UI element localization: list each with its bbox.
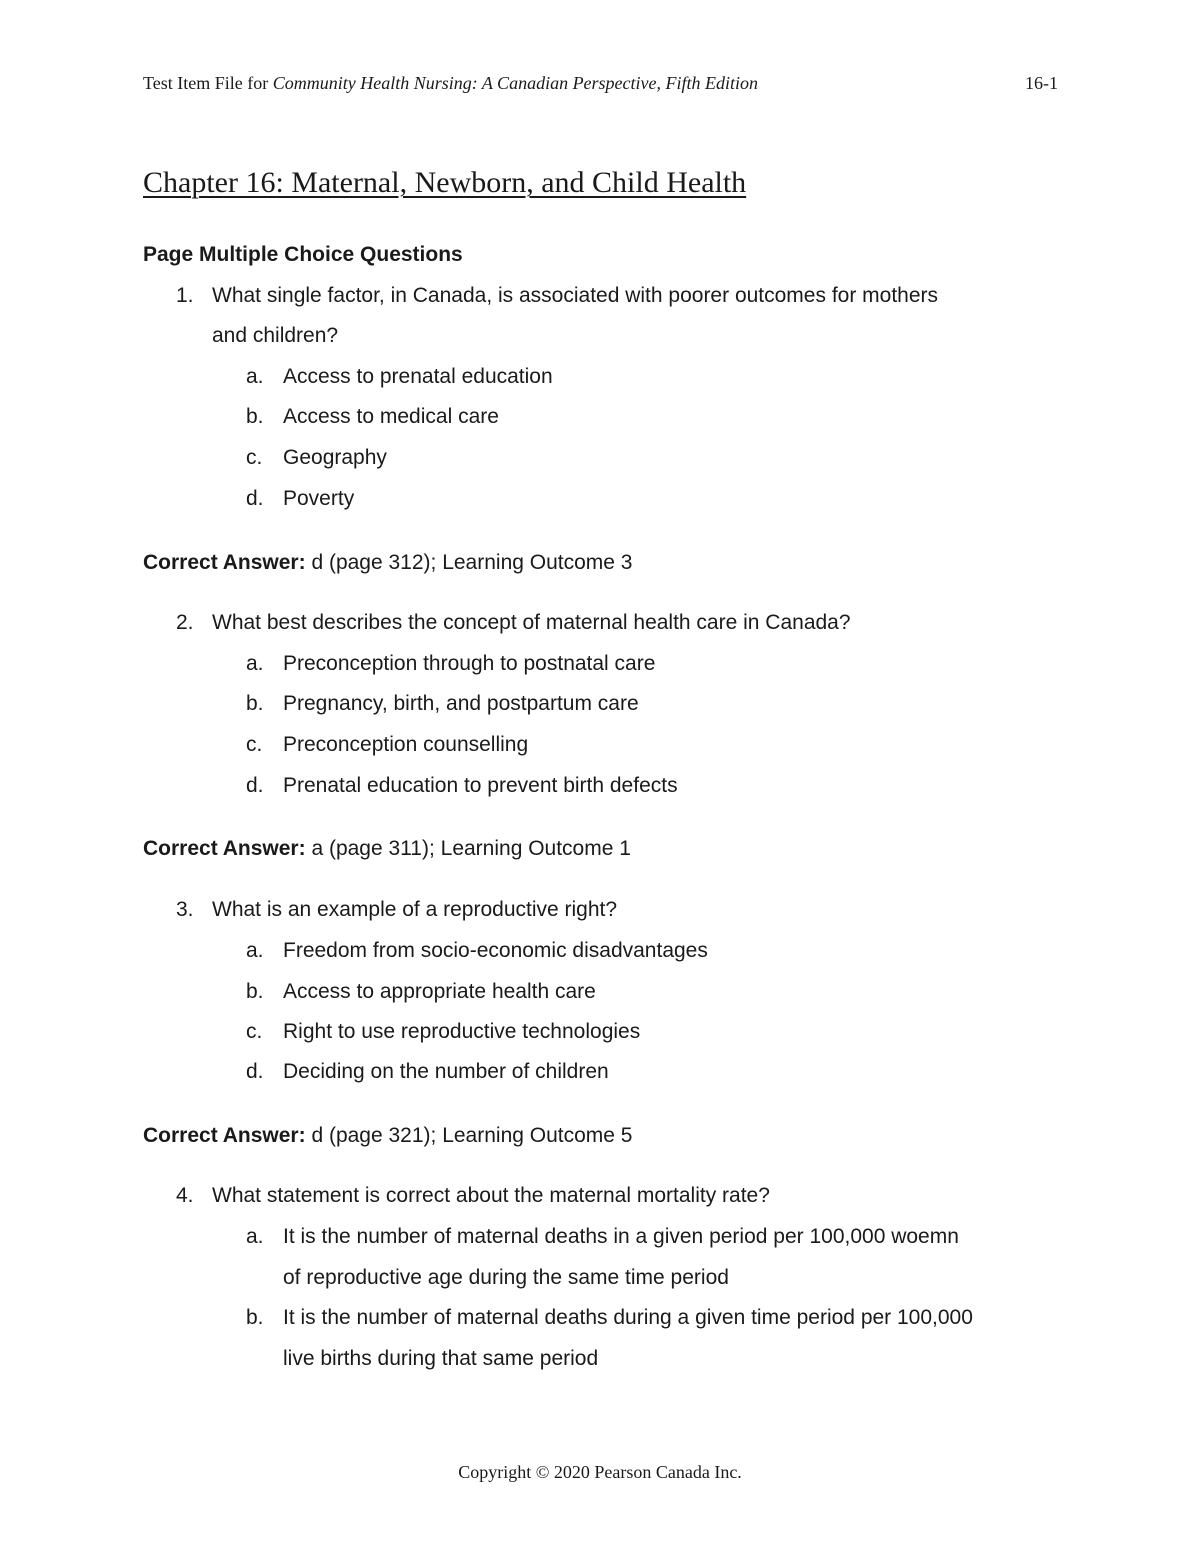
option-letter: c. xyxy=(246,1020,263,1043)
question-text: and children? xyxy=(212,324,339,347)
option-text: of reproductive age during the same time period xyxy=(283,1266,729,1289)
correct-answer-text: d (page 321); Learning Outcome 5 xyxy=(305,1124,633,1147)
header-book-title: Community Health Nursing: A Canadian Perspective, Fifth Edition xyxy=(272,73,759,93)
correct-answer xyxy=(143,1122,632,1150)
option-letter: d. xyxy=(246,774,264,797)
question-number: 2. xyxy=(176,611,194,634)
option-text: Access to appropriate health care xyxy=(283,980,596,1003)
option-text: It is the number of maternal deaths during a given time period per 100,000 xyxy=(283,1306,973,1329)
option-text: Prenatal education to prevent birth defects xyxy=(283,774,678,797)
option-letter: b. xyxy=(246,405,264,428)
correct-answer-label: Correct Answer: xyxy=(143,1124,306,1147)
question-text: What best describes the concept of maternal health care in Canada? xyxy=(212,611,851,634)
question-text: What single factor, in Canada, is associated with poorer outcomes for mothers xyxy=(212,284,939,307)
option-letter: b. xyxy=(246,692,264,715)
section-heading: Page Multiple Choice Questions xyxy=(143,243,463,266)
question-number: 1. xyxy=(176,284,194,307)
option-text: Poverty xyxy=(283,487,355,510)
option-text: Right to use reproductive technologies xyxy=(283,1020,641,1043)
option-letter: d. xyxy=(246,487,264,510)
option-text: Pregnancy, birth, and postpartum care xyxy=(283,692,639,715)
option-letter: b. xyxy=(246,980,264,1003)
option-text: live births during that same period xyxy=(283,1347,599,1370)
option-text: It is the number of maternal deaths in a given period per 100,000 woemn xyxy=(283,1225,959,1248)
correct-answer xyxy=(143,835,631,863)
option-letter: c. xyxy=(246,733,263,756)
question-number: 4. xyxy=(176,1184,194,1207)
header-title xyxy=(143,70,758,96)
question-text: What statement is correct about the maternal mortality rate? xyxy=(212,1184,770,1207)
option-letter: a. xyxy=(246,652,264,675)
chapter-title: Chapter 16: Maternal, Newborn, and Child Health xyxy=(143,166,747,199)
header-prefix: Test Item File for xyxy=(143,73,273,93)
correct-answer-label: Correct Answer: xyxy=(143,837,306,860)
option-letter: a. xyxy=(246,1225,264,1248)
question-text: What is an example of a reproductive right? xyxy=(212,898,618,921)
correct-answer-text: a (page 311); Learning Outcome 1 xyxy=(305,837,631,860)
option-letter: d. xyxy=(246,1060,264,1083)
option-letter: a. xyxy=(246,365,264,388)
header-page-number: 16-1 xyxy=(1025,73,1058,93)
page-header xyxy=(143,70,1058,96)
option-text: Preconception through to postnatal care xyxy=(283,652,656,675)
option-letter: a. xyxy=(246,939,264,962)
correct-answer-text: d (page 312); Learning Outcome 3 xyxy=(305,551,633,574)
option-letter: b. xyxy=(246,1306,264,1329)
option-text: Geography xyxy=(283,446,387,469)
option-text: Preconception counselling xyxy=(283,733,529,756)
option-text: Freedom from socio-economic disadvantages xyxy=(283,939,708,962)
correct-answer-label: Correct Answer: xyxy=(143,551,306,574)
correct-answer xyxy=(143,549,632,577)
option-letter: c. xyxy=(246,446,263,469)
option-text: Access to prenatal education xyxy=(283,365,553,388)
page-footer-copyright: Copyright © 2020 Pearson Canada Inc. xyxy=(458,1462,742,1482)
question-number: 3. xyxy=(176,898,194,921)
option-text: Access to medical care xyxy=(283,405,499,428)
option-text: Deciding on the number of children xyxy=(283,1060,609,1083)
